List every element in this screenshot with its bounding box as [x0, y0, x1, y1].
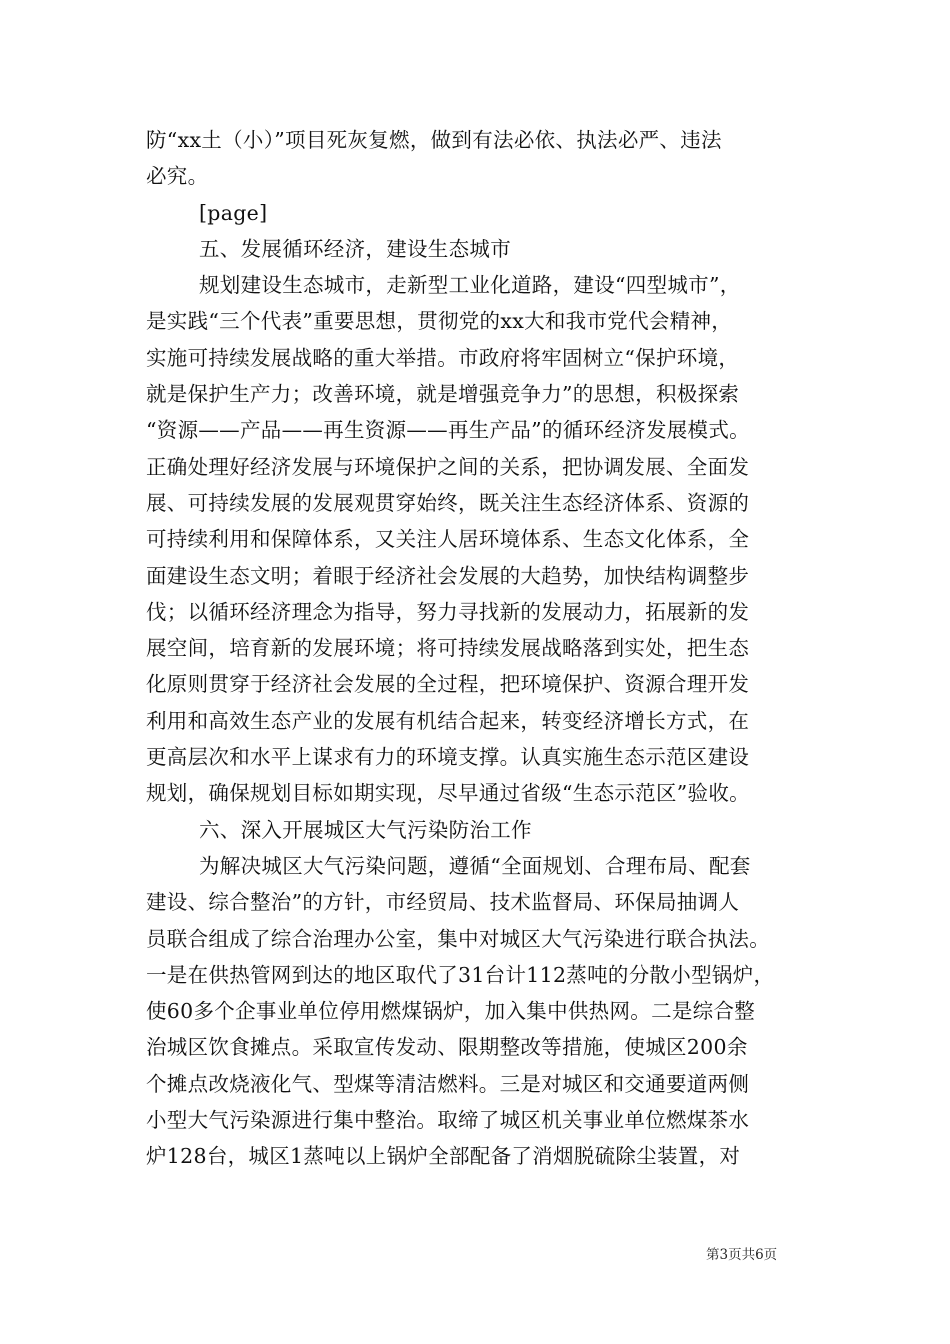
text-line: 防“xx土（小）”项目死灰复燃，做到有法必依、执法必严、违法: [146, 128, 722, 152]
text-line: 小型大气污染源进行集中整治。取缔了城区机关事业单位燃煤茶水: [146, 1108, 750, 1133]
text-line: 炉128台，城区1蒸吨以上锅炉全部配备了消烟脱硫除尘装置，对: [146, 1144, 741, 1169]
document-body: [146, 122, 806, 1175]
text-line: 展空间，培育新的发展环境；将可持续发展战略落到实处，把生态: [146, 636, 750, 661]
text-line: [page]: [199, 200, 268, 225]
text-line: 面建设生态文明；着眼于经济社会发展的大趋势，加快结构调整步: [146, 563, 750, 588]
text-line: 展、可持续发展的发展观贯穿始终，既关注生态经济体系、资源的: [146, 490, 750, 515]
text-line: 员联合组成了综合治理办公室，集中对城区大气污染进行联合执法。: [146, 926, 770, 951]
text-line: 伐；以循环经济理念为指导，努力寻找新的发展动力，拓展新的发: [146, 599, 750, 624]
text-line: 规划建设生态城市，走新型工业化道路，建设“四型城市”，: [199, 273, 741, 298]
text-line: 更高层次和水平上谋求有力的环境支撑。认真实施生态示范区建设: [146, 745, 750, 770]
text-line: 正确处理好经济发展与环境保护之间的关系，把协调发展、全面发: [146, 454, 750, 479]
text-line: 一是在供热管网到达的地区取代了31台计112蒸吨的分散小型锅炉，: [146, 962, 775, 987]
text-line: 治城区饮食摊点。采取宣传发动、限期整改等措施，使城区200余: [146, 1035, 748, 1060]
text-line: 是实践“三个代表”重要思想，贯彻党的xx大和我市党代会精神，: [146, 309, 733, 334]
text-line: 化原则贯穿于经济社会发展的全过程，把环境保护、资源合理开发: [146, 672, 750, 697]
text-line: 个摊点改烧液化气、型煤等清洁燃料。三是对城区和交通要道两侧: [146, 1071, 750, 1096]
text-line: 利用和高效生态产业的发展有机结合起来，转变经济增长方式，在: [146, 708, 750, 733]
text-line: 必究。: [146, 164, 209, 189]
text-line: 五、发展循环经济，建设生态城市: [199, 236, 511, 261]
text-line: 建设、综合整治”的方针，市经贸局、技术监督局、环保局抽调人: [146, 890, 740, 915]
text-line: 实施可持续发展战略的重大举措。市政府将牢固树立“保护环境，: [146, 345, 740, 370]
text-line: 就是保护生产力；改善环境，就是增强竞争力”的思想，积极探索: [146, 382, 740, 407]
text-line: 规划，确保规划目标如期实现，尽早通过省级“生态示范区”验收。: [146, 781, 750, 806]
text-line: 为解决城区大气污染问题，遵循“全面规划、合理布局、配套: [199, 853, 751, 878]
text-line: “资源——产品——再生资源——再生产品”的循环经济发展模式。: [146, 418, 750, 443]
text-line: 六、深入开展城区大气污染防治工作: [199, 817, 532, 842]
text-line: 使60多个企事业单位停用燃煤锅炉，加入集中供热网。二是综合整: [146, 999, 756, 1024]
text-line: 可持续利用和保障体系，又关注人居环境体系、生态文化体系，全: [146, 527, 750, 552]
page-number-footer: 第3页共6页: [706, 1247, 778, 1263]
